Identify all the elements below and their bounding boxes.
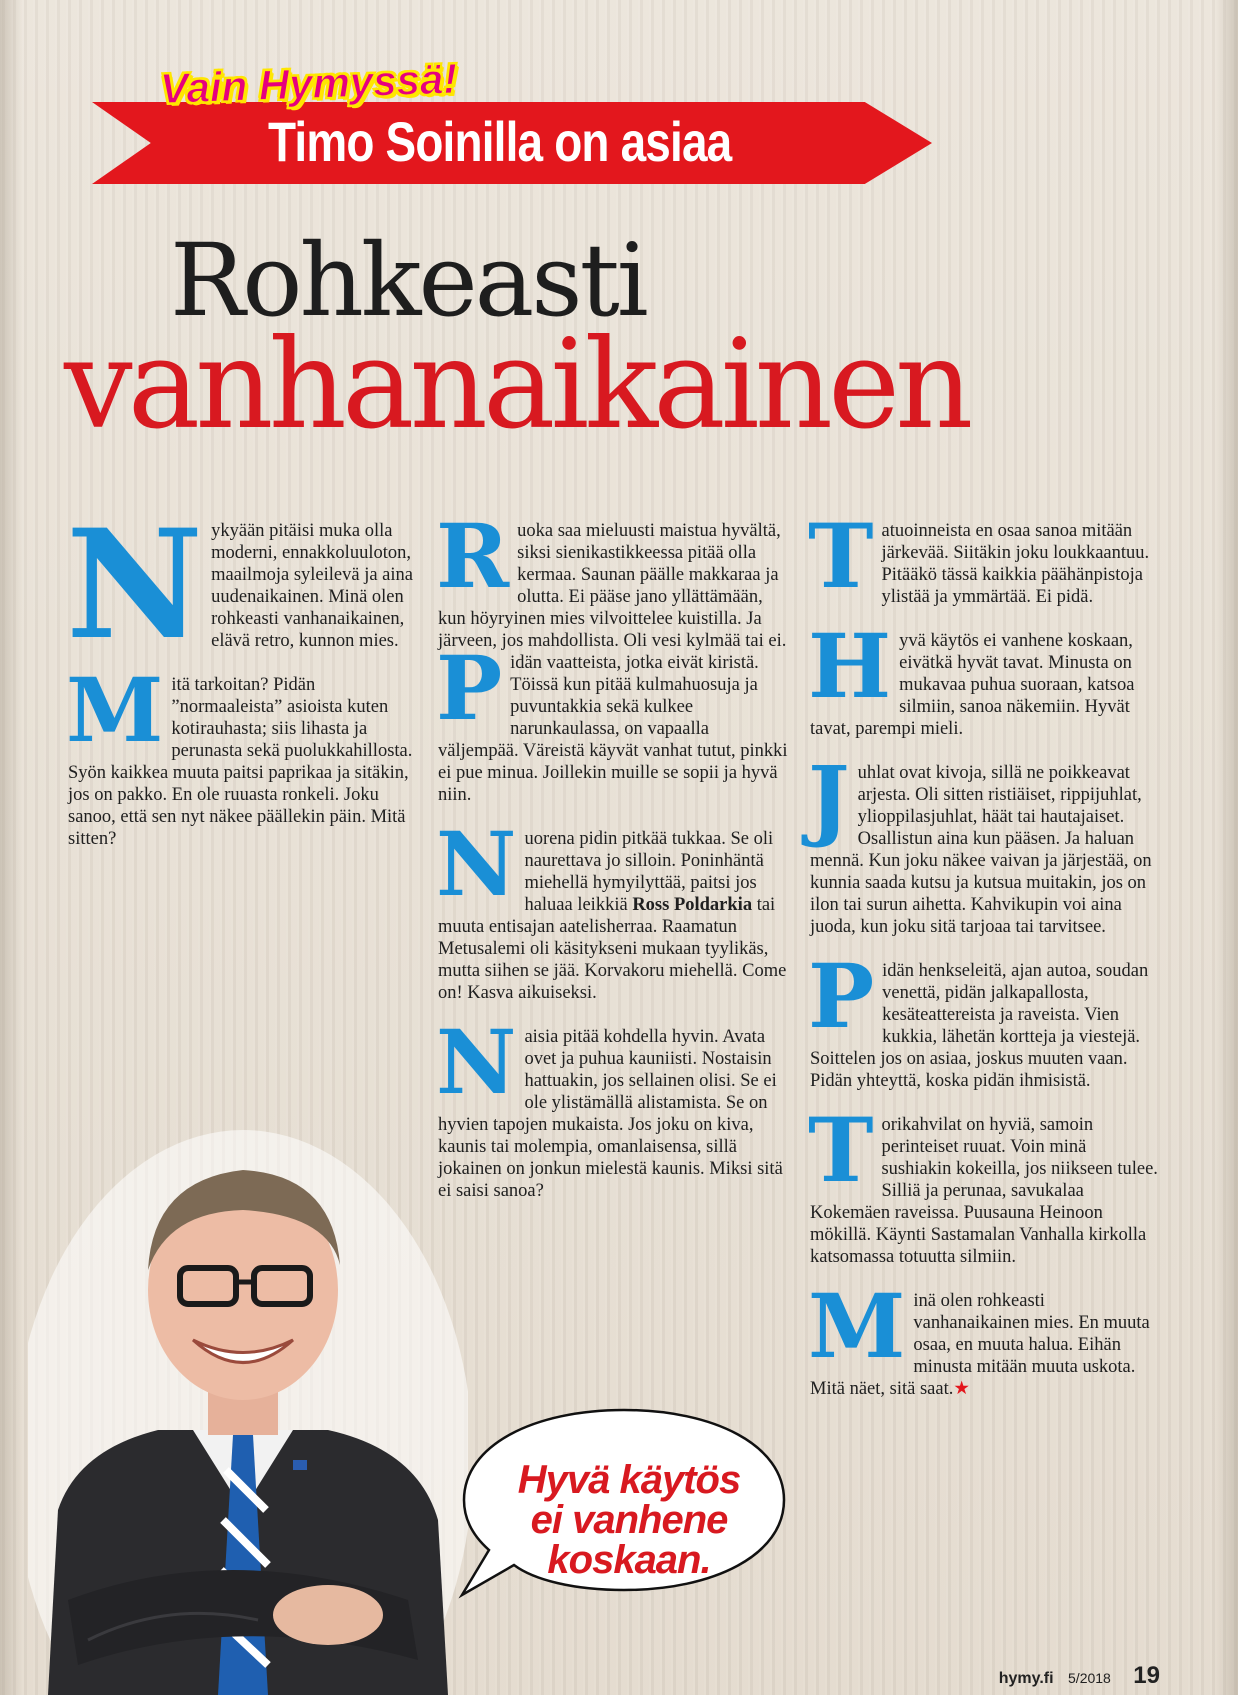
quote-line: koskaan. xyxy=(547,1538,711,1582)
headline-line-2: vanhanaikainen xyxy=(64,313,969,457)
drop-cap: T xyxy=(808,1098,874,1202)
paragraph xyxy=(66,658,414,850)
paragraph-text: ykyään pitäisi muka olla moderni, ennakkoluuloton, maailmoja syleilevä ja aina uudenaikainen. Minä olen rohkeasti vanhanaikainen, elävä retro, kunnon mies. xyxy=(211,521,413,651)
paragraph xyxy=(66,497,414,673)
paragraph xyxy=(436,504,788,652)
right-wood-edge xyxy=(1216,0,1238,1695)
paragraph xyxy=(808,1274,1160,1400)
page-footer xyxy=(999,1662,1160,1690)
quote-line: ei vanhene xyxy=(530,1498,728,1542)
end-star-icon: ★ xyxy=(953,1379,970,1399)
paragraph xyxy=(436,1010,788,1202)
paragraph-text: itä tarkoitan? Pidän ”normaaleista” asioista kuten kotirauhasta; siis lihasta ja perunasta sekä puolukkahillosta. Syön kaikkea muuta paitsi paprikaa ja sitäkin, jos on pakko. En ole ruuasta ronkeli. Joku sanoo, että sen nyt näkee päällekin päin. Mitä sitten? xyxy=(68,675,413,849)
drop-cap: H xyxy=(808,614,892,718)
paragraph xyxy=(808,504,1160,608)
left-wood-edge xyxy=(0,0,22,1695)
paragraph-text: yvä käytös ei vanhene koskaan, eivätkä hyvät tavat. Minusta on mukavaa puhua suoraan, katsoa silmiin, sanoa näkemiin. Hyvät tavat, parempi mieli. xyxy=(810,631,1135,739)
drop-cap: P xyxy=(436,636,503,740)
paragraph-text: uoka saa mieluusti maistua hyvältä, siksi sienikastikkeessa pitää olla kermaa. Saunan päälle makkaraa ja olutta. Ei pääse jano yllättämään, kun höyryinen mies vilvoittelee kuistilla. Ja järveen, jos mahdollista. Oli vesi kylmää tai ei. xyxy=(438,521,787,651)
paragraph-text: uorena pidin pitkää tukkaa. Se oli naurettava jo silloin. Poninhäntä miehellä hymyilyttää, paitsi jos haluaa leikkiä xyxy=(524,829,774,915)
quote-bubble xyxy=(454,1390,794,1610)
paragraph-text: idän vaatteista, jotka eivät kiristä. Töissä kun pitää kulmahuosuja ja puvuntakkia sekä kulkee narunkaulassa, on vapaalla väljempää. Väreistä käyvät vanhat tutut, pinkki ei pue minua. Joillekin muille se sopii ja hyvä niin. xyxy=(438,653,788,805)
drop-cap: T xyxy=(808,504,874,608)
paragraph xyxy=(436,812,788,1004)
drop-cap: N xyxy=(66,497,204,673)
drop-cap: M xyxy=(66,658,164,762)
paragraph-text: orikahvilat on hyviä, samoin perinteiset ruuat. Voin minä sushiakin kokeilla, jos niikseen tulee. Silliä ja perunaa, savukalaa Kokemäen raveissa. Puusauna Heinoon mökillä. Käynti Sastamalan Vanhalla kirkolla katsomassa totuutta silmiin. xyxy=(810,1115,1158,1267)
article-column-2 xyxy=(436,504,788,1202)
paragraph xyxy=(808,746,1160,938)
paragraph xyxy=(808,1098,1160,1268)
drop-cap: M xyxy=(808,1274,906,1378)
drop-cap: P xyxy=(808,944,875,1048)
page-number: 19 xyxy=(1133,1662,1160,1689)
paragraph-text: idän henkseleitä, ajan autoa, soudan venettä, pidän jalkapallosta, kesäteattereista ja raveista. Vien kukkia, lähetän kortteja ja viestejä. Soittelen jos on asiaa, joskus muuten vaan. Pidän yhteyttä, koska pidän ihmisistä. xyxy=(810,961,1149,1091)
drop-cap: N xyxy=(436,1010,517,1114)
paragraph xyxy=(808,944,1160,1092)
kicker-label: Vain Hymyssä! xyxy=(159,54,458,113)
issue-number: 5/2018 xyxy=(1068,1670,1111,1686)
paragraph-text: aisia pitää kohdella hyvin. Avata ovet ja puhua kauniisti. Nostaisin hattuakin, jos sellainen olisi. Se ei ole ylistämällä alistamista. Se on hyvien tapojen mukaista. Jos joku on kiva, kaunis tai molempia, omanlaisensa, sillä jokainen on jonkun mielestä kaunis. Miksi sitä ei saisi sanoa? xyxy=(438,1027,783,1201)
quote-line: Hyvä käytös xyxy=(517,1458,741,1502)
paragraph-text: inä olen rohkeasti vanhanaikainen mies. En muuta osaa, en muuta halua. Eihän minusta mitään muuta uskota. Mitä näet, sitä saat. xyxy=(810,1291,1150,1399)
article-column-1 xyxy=(66,497,414,850)
drop-cap: N xyxy=(436,812,517,916)
drop-cap: J xyxy=(808,746,850,850)
ribbon-title: Timo Soinilla on asiaa xyxy=(268,110,732,173)
paragraph-text: atuoinneista en osaa sanoa mitään järkevää. Siitäkin joku loukkaantuu. Pitääkö tässä kaikkia päähänpistoja ylistää ja ymmärtää. Ei pidä. xyxy=(881,521,1150,607)
drop-cap: R xyxy=(436,504,510,608)
paragraph xyxy=(808,614,1160,740)
author-photo xyxy=(28,1040,468,1695)
paragraph-text: uhlat ovat kivoja, sillä ne poikkeavat arjesta. Oli sitten ristiäiset, rippijuhlat, ylioppilasjuhlat, häät tai hautajaiset. Osallistun aina kun pääsen. Ja haluan mennä. Kun joku näkee vaivan ja järjestää, on kunnia saada kutsu ja kutsua muitakin, jos on ilon tai surun aihetta. Kahvikupin voi aina juoda, kun joku sitä tarjoaa tai tarvitsee. xyxy=(810,763,1152,937)
author-illustration xyxy=(28,1040,468,1695)
paragraph-text: tai muuta entisajan aatelisherraa. Raamatun Metusalemi oli käsitykseni mukaan tyylikäs, mutta siihen se jää. Korvakoru miehellä. Come on! Kasva aikuiseksi. xyxy=(438,895,787,1003)
headline-line-1: Rohkeasti xyxy=(170,222,646,339)
article-column-3 xyxy=(808,504,1160,1400)
paragraph xyxy=(436,636,788,806)
site-name: hymy.fi xyxy=(998,1670,1054,1687)
bold-name: Ross Poldarkia xyxy=(632,895,753,915)
quote-text xyxy=(514,1460,744,1580)
